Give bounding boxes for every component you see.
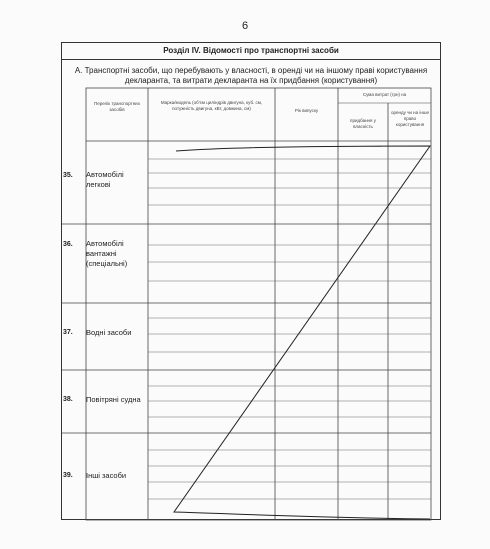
row-label-35: Автомобілі легкові: [86, 170, 124, 189]
header-rent: оренду чи на інше право користування: [390, 110, 430, 127]
row-label-39: Інші засоби: [86, 471, 127, 480]
header-purchase: придбання у власність: [350, 118, 376, 129]
row-number-35: 35.: [63, 172, 73, 179]
row-label-36: Автомобілі вантажні (спеціальні): [86, 239, 128, 268]
row-number-39: 39.: [63, 472, 73, 479]
header-list: Перелік транспортних засобів: [94, 101, 140, 112]
page-number: 6: [241, 20, 249, 32]
section-subtitle: А. Транспортні засоби, що перебувають у власності, в оренді чи на іншому праві користування декларанта, та витрати декларанта на їх придбання (користування): [74, 66, 428, 85]
row-label-37: Водні засоби: [86, 328, 132, 337]
header-costs-group: Сума витрат (грн) на: [362, 92, 407, 97]
row-number-36: 36.: [63, 241, 73, 248]
header-year: Рік випуску: [294, 108, 319, 113]
row-number-37: 37.: [63, 329, 73, 336]
row-label-38: Повітряні судна: [86, 395, 141, 404]
section-title: Розділ IV. Відомості про транспортні засоби: [61, 42, 441, 60]
header-model: Марка/модель (об'єм циліндрів двигуна, куб. см, потужність двигуна, кВт, довжина, см): [160, 100, 263, 111]
row-number-38: 38.: [63, 396, 73, 403]
